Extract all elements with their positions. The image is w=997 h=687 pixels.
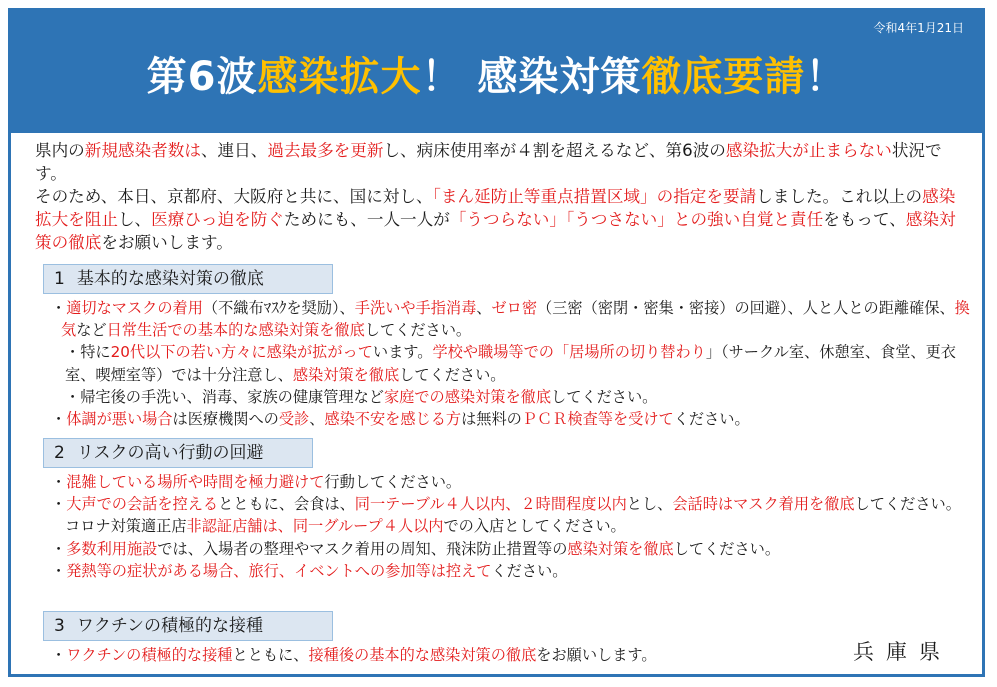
text-run: とし、 <box>626 495 673 514</box>
emphasis-text: 感染対策を徹底 <box>292 365 400 384</box>
section-number: 1 <box>54 269 65 289</box>
text-run: してください。 <box>399 365 506 384</box>
text-run: ・ <box>51 299 67 317</box>
text-run: をお願いします。 <box>101 233 233 252</box>
text-run: ・ <box>51 410 67 429</box>
list-item <box>51 515 976 537</box>
notice-frame <box>8 8 985 677</box>
section-number: 3 <box>54 616 65 636</box>
text-run: とともに、会食は、 <box>218 495 355 514</box>
text-run: ・特に <box>65 343 111 362</box>
text-run: してください。 <box>364 321 472 340</box>
emphasis-text: 過去最多を更新 <box>267 141 384 160</box>
text-run: してください。 <box>551 387 658 406</box>
text-run: ください。 <box>673 410 750 429</box>
emphasis-text: 適切なマスクの着用 <box>66 299 203 317</box>
text-run: をお願いします。 <box>536 646 657 664</box>
text-run: 、 <box>309 410 325 429</box>
emphasis-text: 「うつらない」「うつさない」との強い自覚と責任 <box>449 210 824 229</box>
text-run: とともに、 <box>232 646 309 664</box>
headline-highlight: 徹底要請 <box>641 54 806 100</box>
emphasis-text: 会話時はマスク着用を徹底 <box>672 495 855 514</box>
emphasis-text: 同一テーブル４人以内、２時間程度以内 <box>354 495 627 514</box>
text-run: し、病床使用率が４割を超えるなど、第6波の <box>383 141 726 160</box>
headline-text: 第6波 <box>146 54 258 100</box>
text-run: ・ <box>51 646 67 664</box>
emphasis-text: 非認証店舗は、同一グループ４人以内 <box>186 517 444 536</box>
emphasis-text: 医療ひっ迫を防ぐ <box>151 210 284 229</box>
text-run: ・ <box>51 561 67 580</box>
list-item <box>51 341 976 385</box>
headline-text: ！ <box>805 54 847 100</box>
list-item <box>51 408 976 430</box>
text-run: では、入場者の整理やマスク着用の周知、飛沫防止措置等の <box>157 539 568 558</box>
text-run: ・ <box>51 473 67 491</box>
emphasis-text: 換気 <box>61 299 970 340</box>
emphasis-text: 20代以下の若い方々に感染が拡がって <box>110 343 373 362</box>
emphasis-text: 手洗いや手指消毒 <box>354 299 477 317</box>
emphasis-text: 家庭での感染対策を徹底 <box>383 387 551 406</box>
emphasis-text: 学校や職場等での「居場所の切り替わり <box>432 343 706 362</box>
headline <box>11 45 982 102</box>
emphasis-text: 受診 <box>278 410 310 429</box>
section-2-heading <box>43 438 313 468</box>
emphasis-text: 感染対策を徹底 <box>567 539 674 558</box>
emphasis-text: ＰＣＲ検査等を受けて <box>521 410 674 429</box>
emphasis-text: 「まん延防止等重点措置区域」の指定を要請 <box>432 187 757 206</box>
title-banner <box>11 11 982 133</box>
section-title: 基本的な感染対策の徹底 <box>76 269 264 289</box>
list-item <box>51 493 976 515</box>
text-run: ・ <box>51 495 67 514</box>
emphasis-text: 多数利用施設 <box>66 539 158 558</box>
emphasis-text: 発熱等の症状がある場合、旅行、イベントへの参加等は控えて <box>66 561 492 580</box>
section-1-heading <box>43 264 333 294</box>
text-run: など <box>76 321 107 340</box>
text-run: をもって、 <box>823 210 906 229</box>
emphasis-text: 混雑している場所や時間を極力避けて <box>66 473 325 491</box>
section-1-list <box>51 297 976 430</box>
text-run: での入店としてください。 <box>443 517 626 536</box>
emphasis-text: 大声での会話を控える <box>66 495 219 514</box>
text-run: （三密（密閉・密集・密接）の回避）、人と人との距離確保、 <box>537 299 955 317</box>
emphasis-text: ワクチンの積極的な接種 <box>66 646 233 664</box>
text-run: ください。 <box>491 561 568 580</box>
text-run: ・帰宅後の手洗い、消毒、家族の健康管理など <box>65 387 384 406</box>
text-run: コロナ対策適正店 <box>65 517 187 536</box>
emphasis-text: 体調が悪い場合 <box>66 410 173 429</box>
section-title: リスクの高い行動の回避 <box>76 443 264 463</box>
headline-text: ！ 感染対策 <box>421 54 642 100</box>
emphasis-text: 日常生活での基本的な感染対策を徹底 <box>106 321 365 340</box>
text-run: しました。これ以上の <box>756 187 923 206</box>
section-2-list <box>51 471 976 582</box>
emphasis-text: 感染拡大を阻止 <box>35 187 956 229</box>
list-item <box>51 560 976 582</box>
prefecture-signature: 兵庫県 <box>853 640 952 664</box>
text-run: 、連日、 <box>200 141 268 160</box>
intro-sentence <box>35 139 965 185</box>
text-run: し、 <box>117 210 152 229</box>
section-title: ワクチンの積極的な接種 <box>76 616 263 636</box>
text-run: 県内の <box>35 141 85 160</box>
text-run: 、 <box>476 299 492 317</box>
text-run: してください。 <box>673 539 780 558</box>
intro-sentence <box>35 185 965 254</box>
emphasis-text: 感染対策の徹底 <box>35 210 956 252</box>
text-run: してください。 <box>854 495 961 514</box>
emphasis-text: 感染拡大が止まらない <box>725 141 892 160</box>
headline-highlight: 感染拡大 <box>257 54 422 100</box>
text-run: は医療機関への <box>172 410 279 429</box>
text-run: （不織布ﾏｽｸを奨励）、 <box>202 299 355 317</box>
emphasis-text: ゼロ密 <box>491 299 537 317</box>
section-3-heading <box>43 611 333 641</box>
text-run: 行動してください。 <box>324 473 462 491</box>
intro-paragraph <box>35 139 965 254</box>
text-run: 」（サークル室、休憩室、食堂、更衣室、喫煙室等）では十分注意し、 <box>65 343 956 384</box>
text-run: 状況です。 <box>35 141 942 183</box>
list-item <box>51 471 976 493</box>
emphasis-text: 接種後の基本的な感染対策の徹底 <box>308 646 537 664</box>
list-item <box>51 644 976 666</box>
text-run: そのため、本日、京都府、大阪府と共に、国に対し、 <box>35 187 433 206</box>
emphasis-text: 感染不安を感じる方 <box>324 410 462 429</box>
list-item <box>51 386 976 408</box>
issue-date: 令和4年1月21日 <box>873 21 964 35</box>
text-run: います。 <box>372 343 433 362</box>
list-item <box>51 538 976 560</box>
list-item <box>51 297 976 341</box>
emphasis-text: 新規感染者数は <box>84 141 201 160</box>
section-3-list <box>51 644 976 666</box>
section-number: 2 <box>54 443 65 463</box>
text-run: は無料の <box>461 410 522 429</box>
text-run: ・ <box>51 539 67 558</box>
text-run: ためにも、一人一人が <box>283 210 450 229</box>
